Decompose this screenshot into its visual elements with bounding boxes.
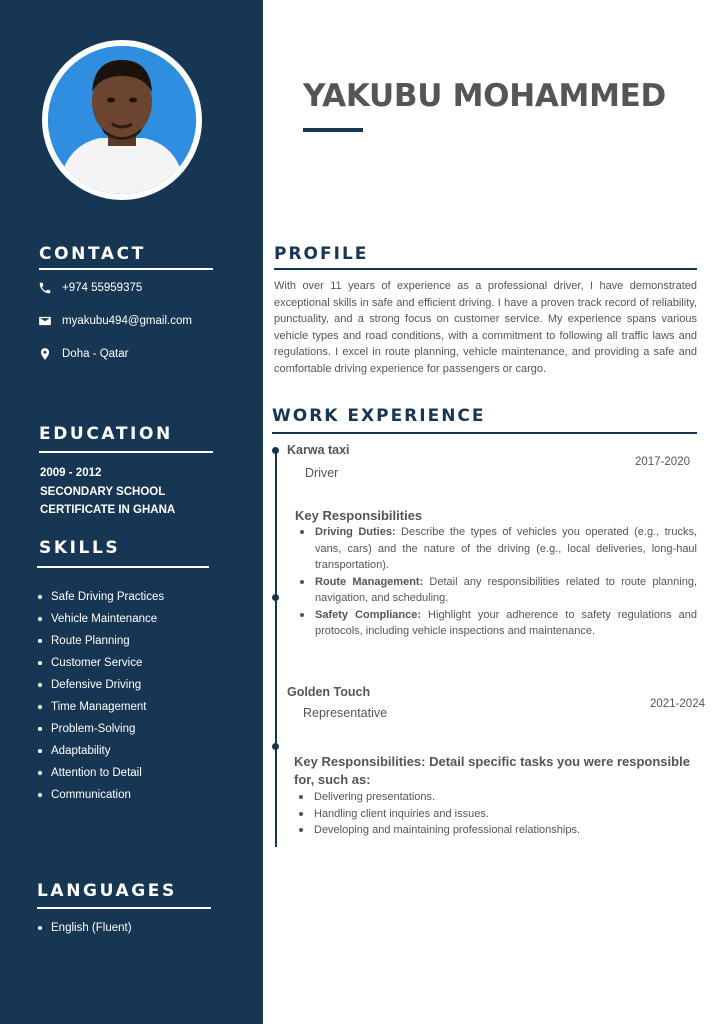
skill-item: Safe Driving Practices — [37, 589, 164, 611]
education-degree-line2: CERTIFICATE IN GHANA — [40, 504, 176, 516]
skill-item: Route Planning — [37, 633, 164, 655]
education-years: 2009 - 2012 — [40, 467, 102, 479]
list-item: Developing and maintaining professional relationships. — [294, 822, 699, 839]
contact-phone[interactable] — [38, 281, 142, 295]
timeline-dot — [272, 447, 279, 454]
language-item: English (Fluent) — [37, 920, 132, 942]
job-responsibilities-list — [295, 524, 697, 640]
profile-photo — [48, 46, 196, 194]
phone-number: +974 55959375 — [62, 282, 143, 294]
email-address: myakubu494@gmail.com — [62, 315, 192, 327]
profile-heading: PROFILE — [274, 244, 369, 264]
profile-divider — [274, 268, 697, 270]
timeline-line — [275, 450, 277, 847]
skill-item: Communication — [37, 787, 164, 809]
contact-divider — [39, 268, 213, 270]
profile-photo-frame — [42, 40, 202, 200]
job-company: Karwa taxi — [287, 443, 350, 457]
email-icon — [38, 314, 52, 328]
profile-summary: With over 11 years of experience as a professional driver, I have demonstrated exceptional skills in safe and efficient driving. I have a proven track record of reliability, punctuality, and a strong focus on customer service. My experience spans various vehicle types and road conditions, with a commitment to following all traffic laws and regulations. I excel in route planning, vehicle maintenance, and providing a safe and comfortable driving experience for passengers or cargo. — [274, 280, 697, 375]
contact-email[interactable] — [38, 314, 192, 328]
skills-divider — [37, 566, 209, 568]
job-dates: 2021-2024 — [650, 698, 705, 710]
job-role: Representative — [303, 706, 388, 720]
skill-item: Vehicle Maintenance — [37, 611, 164, 633]
languages-list — [37, 920, 132, 942]
skill-item: Customer Service — [37, 655, 164, 677]
job-company: Golden Touch — [287, 685, 371, 699]
list-item: Delivering presentations. — [294, 789, 699, 806]
key-responsibilities-heading: Key Responsibilities — [295, 508, 423, 523]
phone-icon — [38, 281, 52, 295]
education-divider — [39, 451, 213, 453]
work-experience-heading: WORK EXPERIENCE — [272, 406, 486, 426]
skill-item: Problem-Solving — [37, 721, 164, 743]
job-dates: 2017-2020 — [635, 456, 690, 468]
contact-heading: CONTACT — [39, 244, 146, 264]
timeline-dot — [272, 743, 279, 750]
location-text: Doha - Qatar — [62, 348, 129, 360]
list-item: Driving Duties: Describe the types of vehicles you operated (e.g., trucks, vans, cars) and the nature of the driving (e.g., local deliveries, long-haul transportation). — [295, 524, 697, 574]
list-item: Safety Compliance: Highlight your adherence to safety regulations and protocols, including vehicle inspections and maintenance. — [295, 607, 697, 640]
skill-item: Adaptability — [37, 743, 164, 765]
name-underline — [303, 128, 363, 132]
languages-divider — [37, 907, 211, 909]
person-portrait-icon — [48, 46, 196, 194]
skills-heading: SKILLS — [39, 538, 121, 558]
skill-item: Defensive Driving — [37, 677, 164, 699]
skill-item: Attention to Detail — [37, 765, 164, 787]
timeline-dot — [272, 594, 279, 601]
job-role: Driver — [305, 466, 339, 480]
languages-heading: LANGUAGES — [37, 881, 177, 901]
education-heading: EDUCATION — [39, 424, 173, 444]
key-responsibilities-heading: Key Responsibilities: Detail specific tasks you were responsible for, such as: — [294, 754, 690, 787]
education-entry — [40, 464, 175, 520]
education-degree-line1: SECONDARY SCHOOL — [40, 485, 166, 498]
skill-item: Time Management — [37, 699, 164, 721]
sidebar — [0, 0, 263, 1024]
skills-list — [37, 589, 164, 809]
list-item: Route Management: Detail any responsibilities related to route planning, navigation, and scheduling. — [295, 574, 697, 607]
list-item: Handling client inquiries and issues. — [294, 806, 699, 823]
contact-location — [38, 347, 128, 361]
job-responsibilities-list — [294, 789, 699, 839]
location-pin-icon — [38, 347, 52, 361]
work-experience-divider — [272, 432, 697, 434]
candidate-name: YAKUBU MOHAMMED — [303, 78, 666, 114]
